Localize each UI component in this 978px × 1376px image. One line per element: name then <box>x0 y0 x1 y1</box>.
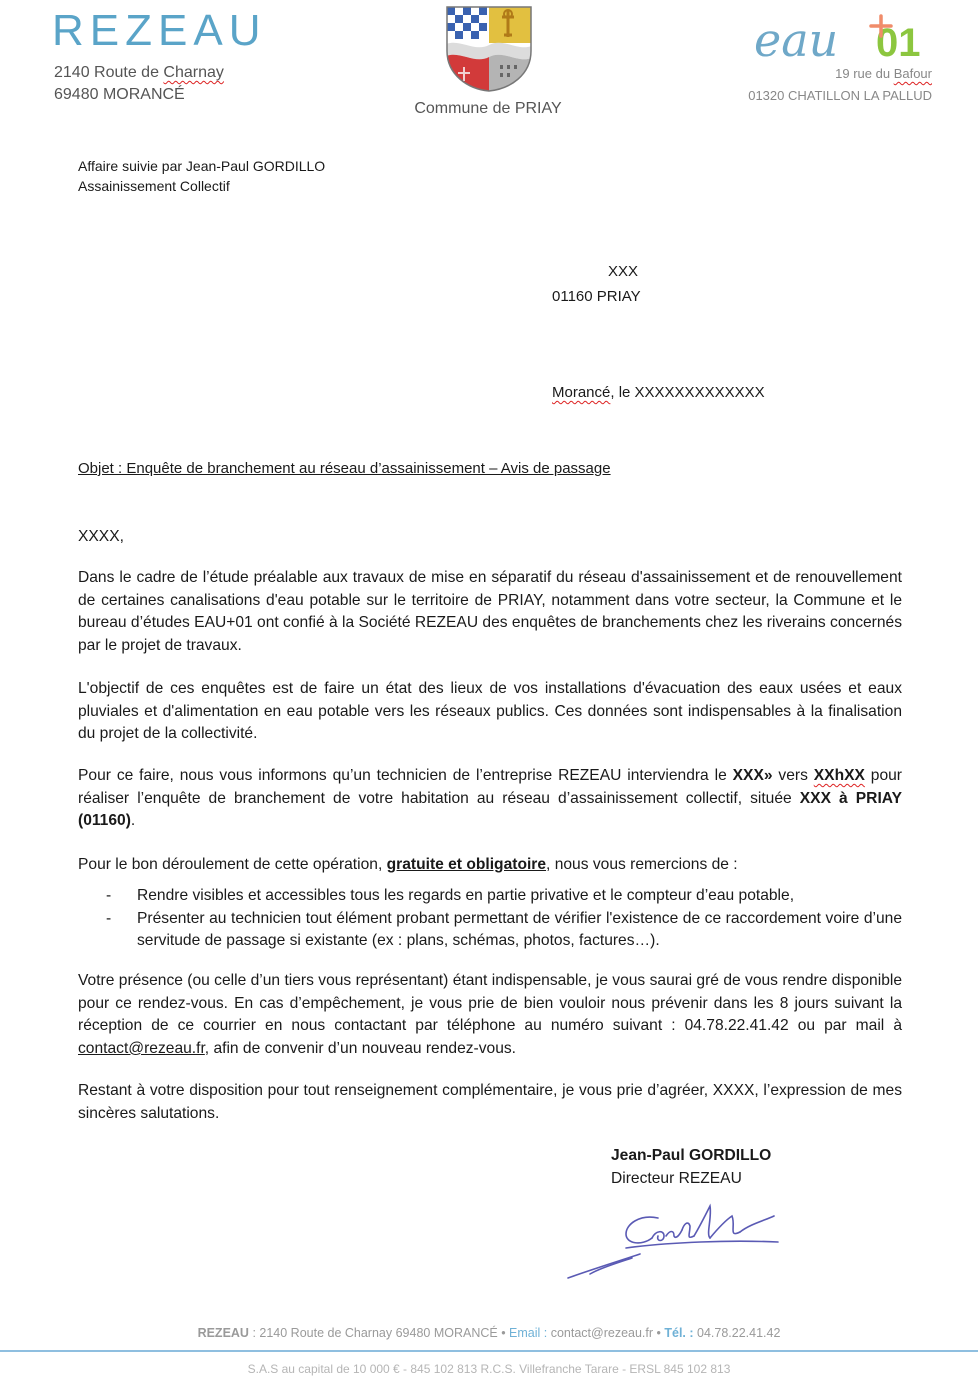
list-item <box>78 908 902 953</box>
signatory-block <box>611 1145 771 1190</box>
requirements-list <box>78 885 902 953</box>
rezeau-address-line1: 2140 Route de <box>54 64 164 81</box>
paragraph-context: Dans le cadre de l’étude préalable aux travaux de mise en séparatif du réseau d'assainissement et de renouvellement de certaines canalisations d'eau potable sur le territoire de PRIAY, notamment dans votre secteur, la Commune et le bureau d’études EAU+01 ont confié à la Société REZEAU des enquêtes de branchements chez les riverains concernés par le projet de travaux. <box>78 569 902 654</box>
eau01-logo <box>754 14 954 64</box>
contact-email-link[interactable]: contact@rezeau.fr <box>78 1039 205 1057</box>
rezeau-address <box>54 62 224 106</box>
footer-company: REZEAU <box>197 1326 249 1340</box>
footer-divider <box>0 1350 978 1352</box>
date-line <box>552 384 765 401</box>
signatory-name: Jean-Paul GORDILLO <box>611 1147 772 1164</box>
list-item-text: Rendre visibles et accessibles tous les regards en partie privative et le compteur d’eau potable, <box>137 887 795 904</box>
paragraph-appointment <box>78 765 902 833</box>
rezeau-address-line2: 69480 MORANCÉ <box>54 86 185 103</box>
affaire-line2: Assainissement Collectif <box>78 178 230 194</box>
rezeau-address-street: Charnay <box>163 64 224 81</box>
footer-tel: 04.78.22.41.42 <box>693 1326 781 1340</box>
appointment-location: XXX à PRIAY (01160) <box>78 789 903 830</box>
footer-contact <box>0 1326 978 1340</box>
affaire-line1: Affaire suivie par Jean-Paul GORDILLO <box>78 158 326 174</box>
commune-crest-icon <box>444 5 534 93</box>
operation-text-c: , nous vous remercions de : <box>546 856 738 873</box>
presence-text-b: , afin de convenir d’un nouveau rendez-vous. <box>204 1039 517 1057</box>
recipient-block <box>552 259 641 309</box>
appointment-date: XXX» <box>732 767 773 784</box>
date-value: , le XXXXXXXXXXXXX <box>610 384 765 401</box>
affaire-block <box>78 156 325 196</box>
eau01-address-street: Bafour <box>893 66 932 81</box>
signatory-title: Directeur REZEAU <box>611 1169 742 1187</box>
appointment-time: XXhXX <box>813 767 865 784</box>
paragraph-operation <box>78 854 902 877</box>
appointment-text-c: vers <box>772 767 814 784</box>
appointment-text-a: Pour ce faire, nous vous informons qu’un technicien de l’entreprise REZEAU interviendra le <box>78 767 733 784</box>
recipient-city: 01160 PRIAY <box>552 288 641 305</box>
eau01-address-prefix: 19 rue du <box>835 66 894 81</box>
subject-line: Objet : Enquête de branchement au réseau d’assainissement – Avis de passage <box>78 460 611 477</box>
list-item <box>78 885 902 908</box>
rezeau-logo: REZEAU <box>52 6 267 55</box>
list-item-text: Présenter au technicien tout élément probant permettant de vérifier l'existence de ce raccordement voire d’une servitude de passage si existante (ex : plans, schémas, photos, factures…). <box>137 909 902 950</box>
recipient-name: XXX <box>608 263 639 280</box>
paragraph-objective: L'objectif de ces enquêtes est de faire un état des lieux de vos installations d'évacuation des eaux usées et eaux pluviales et d'alimentation en eau potable vers les réseaux publics. Ces données sont indispensables à la finalisation du projet de la collectivité. <box>78 680 902 743</box>
appointment-text-g: . <box>130 812 136 830</box>
footer-email-label: Email : <box>509 1326 548 1340</box>
eau01-address-line2: 01320 CHATILLON LA PALLUD <box>748 88 932 103</box>
paragraph-presence <box>78 970 902 1060</box>
commune-name: Commune de PRIAY <box>414 100 562 117</box>
footer-email[interactable]: contact@rezeau.fr • <box>547 1326 665 1340</box>
paragraph-closing: Restant à votre disposition pour tout renseignement complémentaire, je vous prie d’agréer, XXXX, l’expression de mes sincères salutations. <box>78 1082 902 1122</box>
operation-text-a: Pour le bon déroulement de cette opération, <box>78 856 387 873</box>
date-place: Morancé <box>552 384 611 401</box>
presence-text-a: Votre présence (ou celle d’un tiers vous représentant) étant indispensable, je vous saurai gré de vous rendre disponible pour ce rendez-vous. En cas d’empêchement, je vous prie de bien vouloir nous prévenir dans les 8 jours suivant la réception de ce courrier en nous contactant par téléphone au numéro suivant : 04.78.22.41.42 ou par mail à <box>78 972 902 1035</box>
appointment-text-e: pour réaliser l’enquête de branchement de votre habitation au réseau d’assainissement collectif, située <box>78 767 902 807</box>
footer-legal: S.A.S au capital de 10 000 € - 845 102 813 R.C.S. Villefranche Tarare - ERSL 845 102 813 <box>247 1362 731 1376</box>
bullet-dash: - <box>106 909 112 927</box>
svg-text:eau: eau <box>754 14 839 64</box>
footer-tel-label: Tél. : <box>664 1326 694 1340</box>
svg-text:01: 01 <box>876 21 921 64</box>
bullet-dash: - <box>106 887 112 904</box>
salutation: XXXX, <box>78 528 124 545</box>
handwritten-signature-icon <box>560 1196 790 1286</box>
operation-free-mandatory: gratuite et obligatoire <box>386 856 547 873</box>
footer-address: : 2140 Route de Charnay 69480 MORANCÉ • <box>248 1326 510 1340</box>
eau01-address-line1 <box>760 66 932 81</box>
